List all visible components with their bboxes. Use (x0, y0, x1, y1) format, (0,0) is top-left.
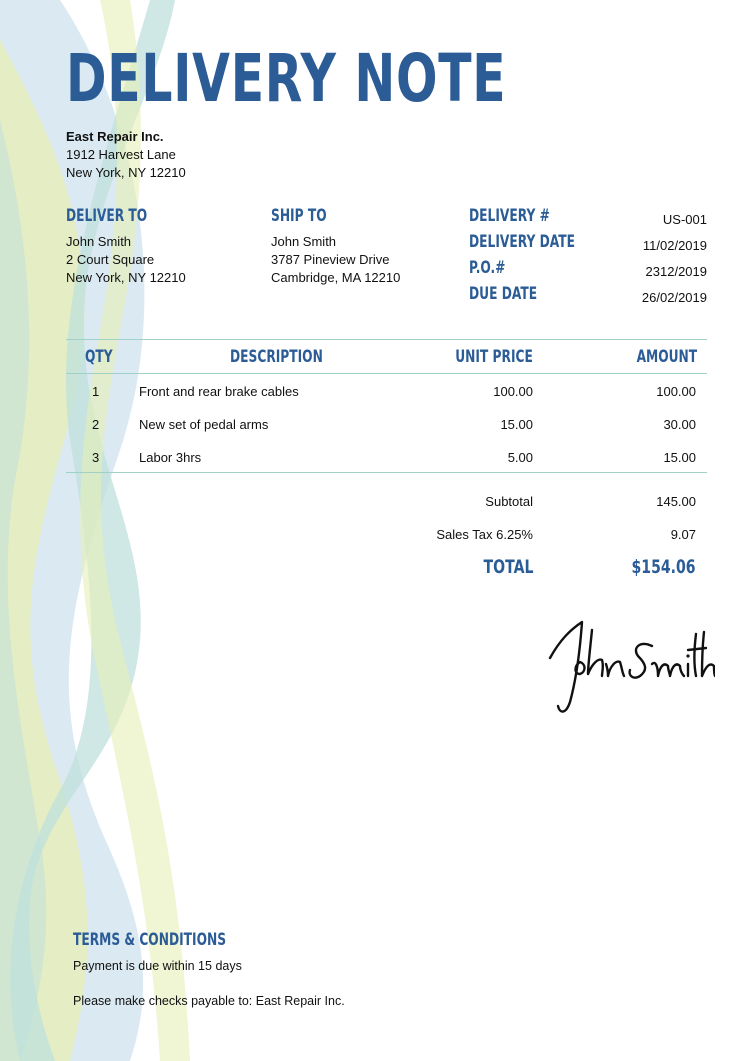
terms-heading: TERMS & CONDITIONS (73, 930, 227, 950)
sales-tax-value: 9.07 (670, 527, 696, 542)
row-description: New set of pedal arms (139, 417, 269, 432)
row-description: Front and rear brake cables (139, 384, 299, 399)
table-header-rule (66, 373, 707, 374)
ship-to-heading: SHIP TO (271, 206, 327, 226)
row-qty: 1 (92, 384, 100, 399)
due-date-label: DUE DATE (469, 284, 538, 304)
document-title: DELIVERY NOTE (66, 40, 507, 117)
table-row (0, 450, 750, 470)
deliver-to-address (66, 233, 186, 287)
po-label: P.O.# (469, 258, 506, 278)
signature (540, 610, 715, 720)
table-top-rule (66, 339, 707, 340)
terms-line-2: Please make checks payable to: East Repair Inc. (73, 994, 345, 1008)
deliver-to-line2: New York, NY 12210 (66, 270, 186, 285)
delivery-date-label: DELIVERY DATE (469, 232, 575, 252)
sales-tax-label: Sales Tax 6.25% (436, 527, 533, 542)
subtotal-label: Subtotal (485, 494, 533, 509)
company-address-line1: 1912 Harvest Lane (66, 147, 176, 162)
column-header-description: DESCRIPTION (230, 347, 323, 367)
row-amount: 15.00 (663, 450, 696, 465)
deliver-to-heading: DELIVER TO (66, 206, 148, 226)
delivery-number-value: US-001 (662, 212, 707, 227)
po-value: 2312/2019 (645, 264, 707, 279)
total-value: $154.06 (631, 556, 696, 578)
table-bottom-rule (66, 472, 707, 473)
ship-to-line1: 3787 Pineview Drive (271, 252, 390, 267)
column-header-amount: AMOUNT (636, 347, 697, 367)
row-qty: 2 (92, 417, 100, 432)
deliver-to-line1: 2 Court Square (66, 252, 155, 267)
due-date-value: 26/02/2019 (641, 290, 707, 305)
row-qty: 3 (92, 450, 100, 465)
row-amount: 100.00 (656, 384, 696, 399)
row-amount: 30.00 (663, 417, 696, 432)
delivery-number-label: DELIVERY # (469, 206, 550, 226)
delivery-date-value: 11/02/2019 (642, 238, 707, 253)
ship-to-line2: Cambridge, MA 12210 (271, 270, 401, 285)
row-unit-price: 15.00 (500, 417, 533, 432)
row-unit-price: 5.00 (507, 450, 533, 465)
total-label: TOTAL (483, 556, 533, 578)
terms-line-1: Payment is due within 15 days (73, 959, 242, 973)
row-unit-price: 100.00 (493, 384, 533, 399)
company-address-line2: New York, NY 12210 (66, 165, 186, 180)
ship-to-name: John Smith (271, 234, 337, 249)
company-block (66, 128, 186, 182)
table-row (0, 417, 750, 437)
company-name: East Repair Inc. (66, 129, 164, 144)
ship-to-address (271, 233, 400, 287)
table-row (0, 384, 750, 404)
deliver-to-name: John Smith (66, 234, 132, 249)
row-description: Labor 3hrs (139, 450, 202, 465)
column-header-qty: QTY (85, 347, 113, 367)
subtotal-value: 145.00 (656, 494, 696, 509)
column-header-unit-price: UNIT PRICE (455, 347, 533, 367)
